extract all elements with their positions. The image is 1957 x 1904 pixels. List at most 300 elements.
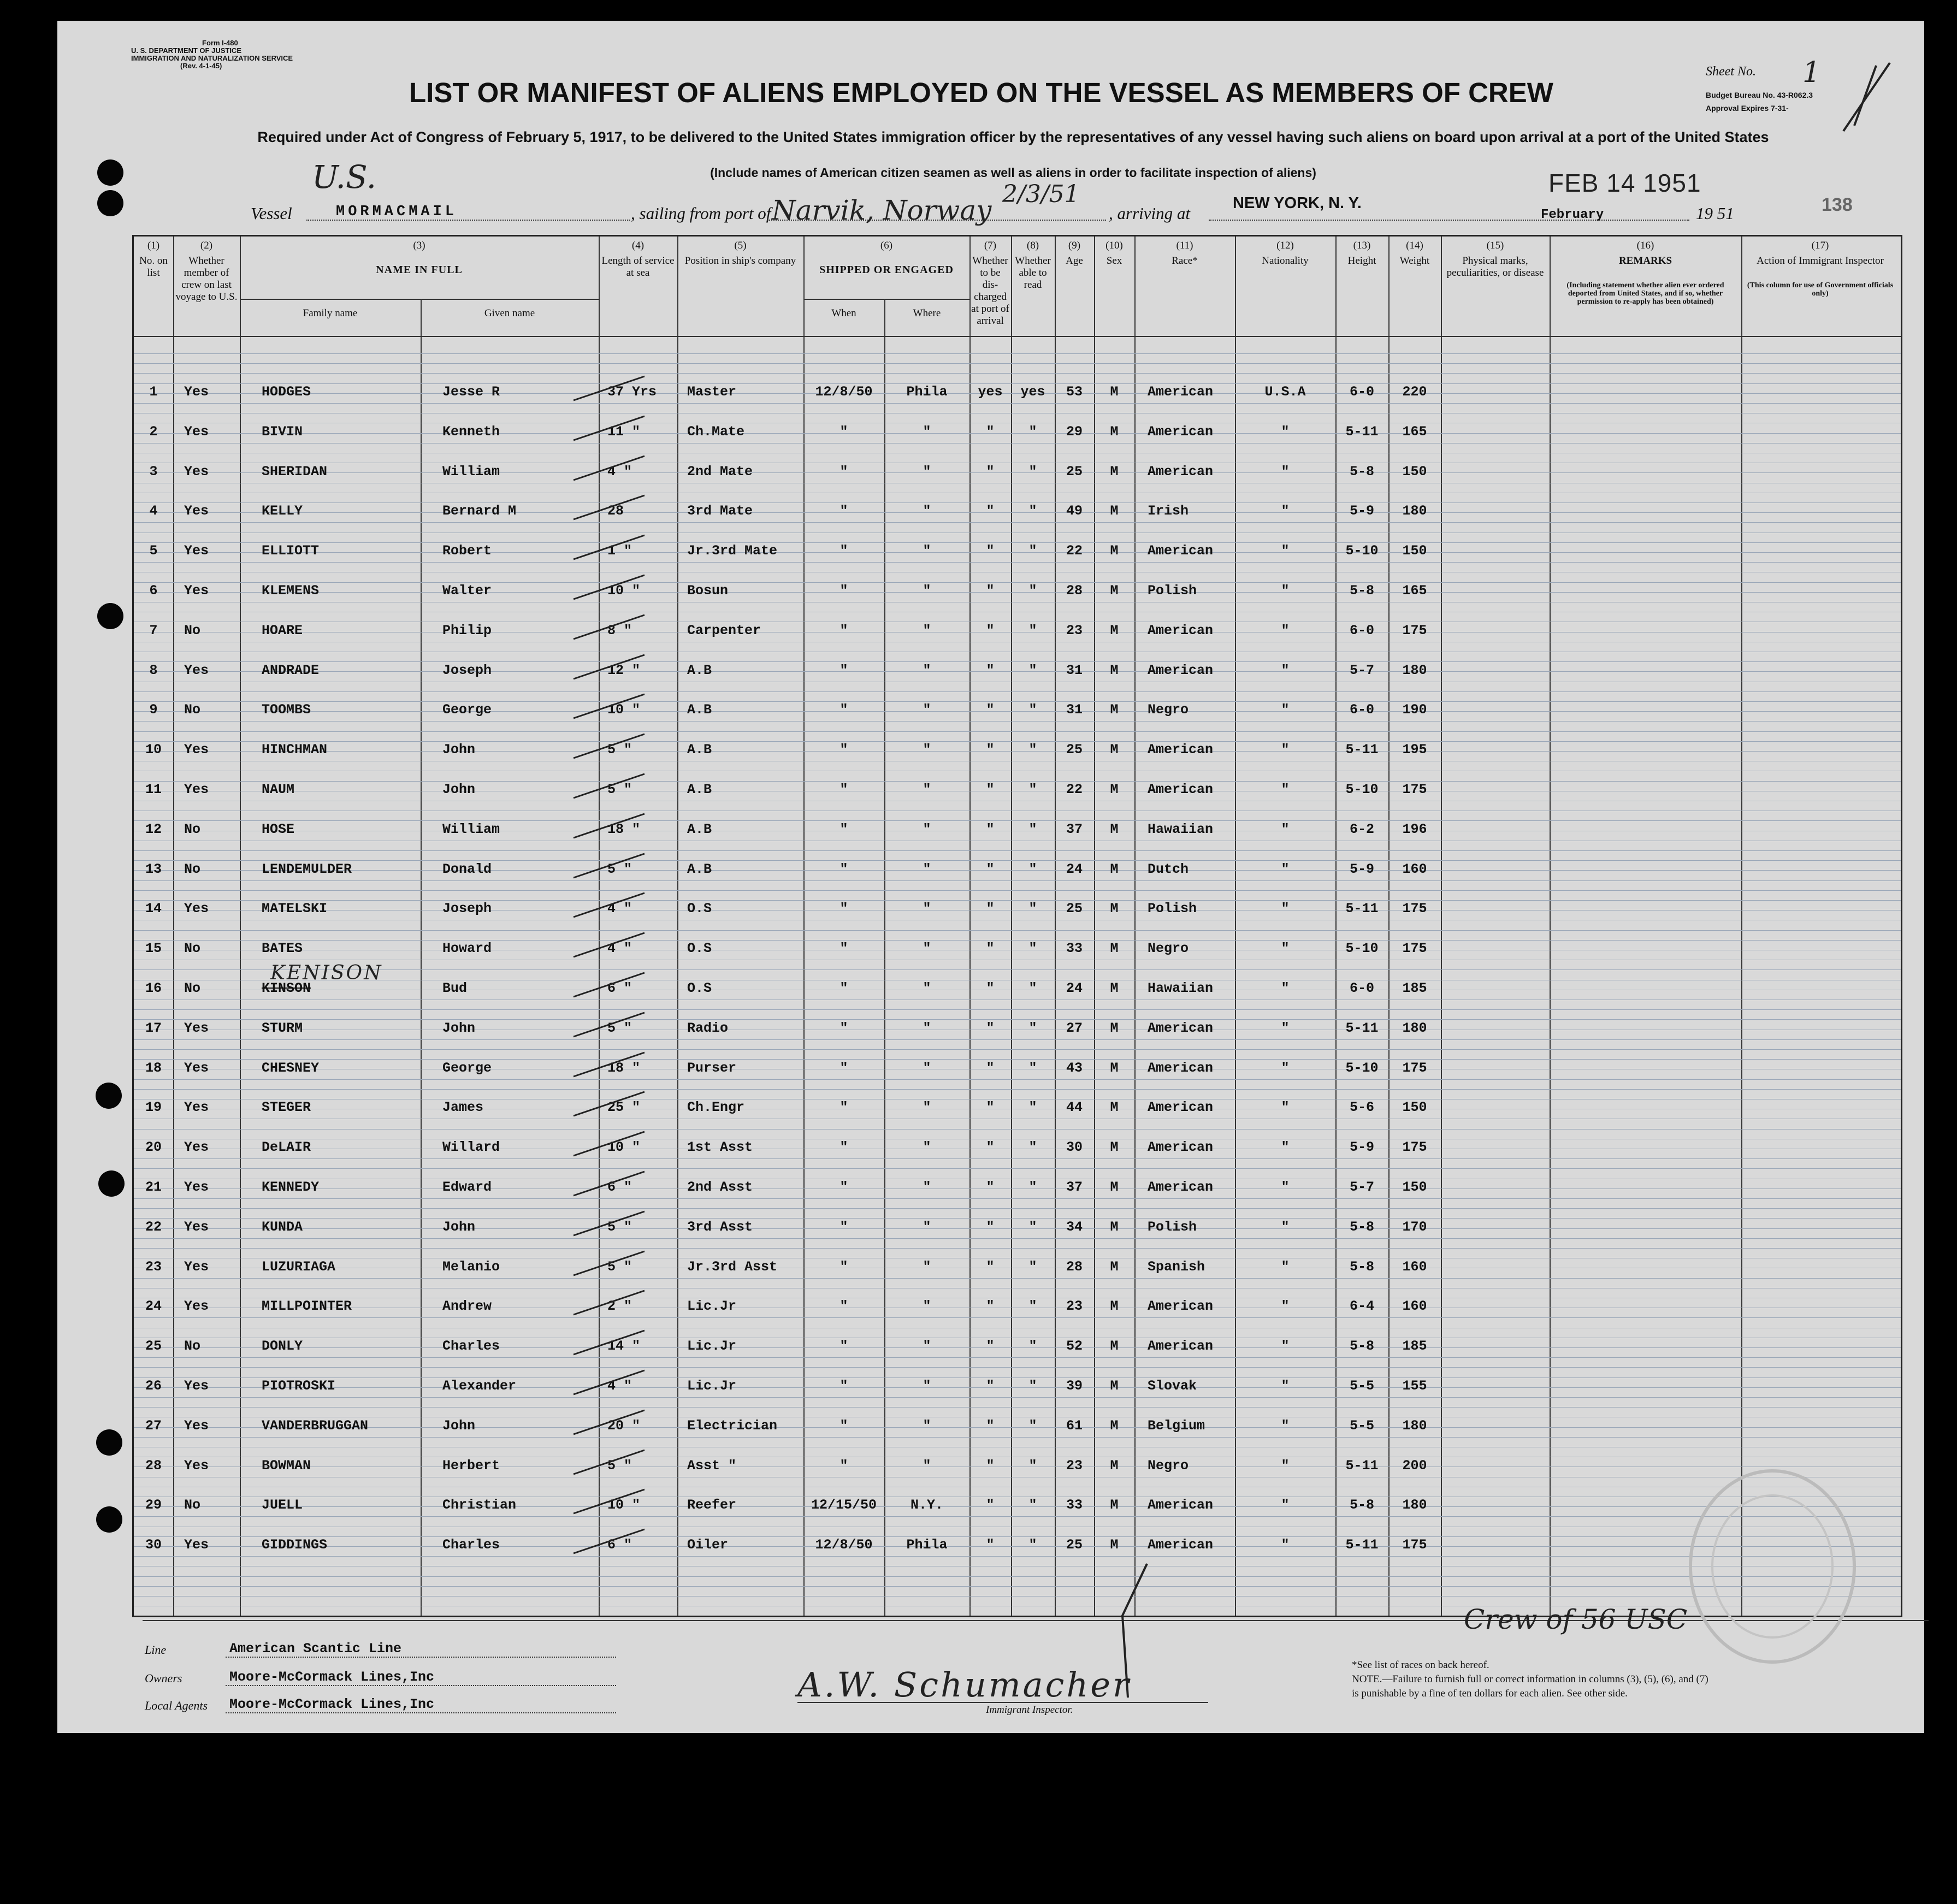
cell-where: " — [923, 821, 931, 837]
column-header: Physical marks, peculiarities, or disease — [1446, 255, 1544, 279]
cell-nationality: " — [1281, 782, 1290, 797]
column-number: (17) — [1811, 240, 1829, 251]
table-row — [134, 1179, 1901, 1201]
cell-family: HINCHMAN — [262, 742, 328, 758]
cell-when: " — [839, 1418, 848, 1434]
cell-when: " — [839, 583, 848, 599]
cell-service: 28 — [607, 503, 624, 519]
column-number: (13) — [1353, 240, 1371, 251]
tally-mark — [568, 1167, 650, 1200]
cell-height: 5-8 — [1349, 1338, 1374, 1354]
cell-height: 6-0 — [1349, 384, 1374, 400]
table-row — [134, 663, 1901, 684]
cell-read: " — [1028, 1060, 1037, 1076]
cell-family: HOARE — [262, 623, 303, 638]
arriving-port: NEW YORK, N. Y. — [1233, 194, 1362, 212]
cell-position: Ch.Engr — [687, 1099, 745, 1115]
cell-when: 12/8/50 — [815, 384, 873, 400]
cell-position: A.B — [687, 742, 712, 758]
cell-position: A.B — [687, 861, 712, 877]
cell-family: LUZURIAGA — [262, 1259, 336, 1275]
cell-where: Phila — [906, 1537, 948, 1553]
cell-age: 24 — [1066, 861, 1083, 877]
cell-no: 16 — [145, 980, 162, 996]
tally-mark — [568, 1247, 650, 1280]
cell-service: 4 " — [607, 1378, 632, 1394]
cell-service: 18 " — [607, 1060, 641, 1076]
line-value: American Scantic Line — [229, 1641, 402, 1657]
column-header: SHIPPED OR ENGAGED — [819, 264, 954, 276]
cell-service: 8 " — [607, 623, 632, 638]
cell-weight: 175 — [1402, 941, 1427, 956]
tally-mark — [568, 809, 650, 842]
cell-weight: 150 — [1402, 1099, 1427, 1115]
cell-given: Edward — [442, 1179, 492, 1195]
cell-when: " — [839, 702, 848, 718]
cell-height: 6-2 — [1349, 821, 1374, 837]
table-row — [134, 1378, 1901, 1400]
cell-height: 6-0 — [1349, 980, 1374, 996]
cell-age: 25 — [1066, 464, 1083, 480]
cell-no: 10 — [145, 742, 162, 758]
cell-family: SHERIDAN — [262, 464, 328, 480]
cell-sex: M — [1110, 1418, 1119, 1434]
table-row — [134, 941, 1901, 962]
column-number: (4) — [631, 240, 645, 251]
column-header: REMARKS — [1618, 255, 1672, 267]
cell-no: 11 — [145, 782, 162, 797]
cell-family: CHESNEY — [262, 1060, 320, 1076]
cell-when: " — [839, 503, 848, 519]
column-number: (8) — [1026, 240, 1039, 251]
cell-race: American — [1148, 663, 1214, 678]
cell-where: " — [923, 1458, 931, 1474]
punch-hole — [97, 190, 123, 216]
cell-age: 39 — [1066, 1378, 1083, 1394]
cell-no: 18 — [145, 1060, 162, 1076]
cell-weight: 190 — [1402, 702, 1427, 718]
tally-mark — [568, 889, 650, 921]
cell-last: Yes — [184, 424, 209, 440]
cell-height: 5-8 — [1349, 1497, 1374, 1513]
cell-nationality: " — [1281, 821, 1290, 837]
cell-when: " — [839, 1458, 848, 1474]
cell-position: Electrician — [687, 1418, 778, 1434]
cell-no: 2 — [149, 424, 158, 440]
vessel-name: MORMACMAIL — [336, 204, 458, 220]
cell-nationality: " — [1281, 1338, 1290, 1354]
cell-given: John — [442, 1219, 476, 1235]
tally-mark — [568, 452, 650, 484]
cell-given: Willard — [442, 1139, 500, 1155]
cell-position: Lic.Jr — [687, 1378, 737, 1394]
tally-mark — [568, 849, 650, 882]
cell-race: Slovak — [1148, 1378, 1197, 1394]
cell-service: 5 " — [607, 861, 632, 877]
cell-position: Asst " — [687, 1458, 737, 1474]
cell-family: HODGES — [262, 384, 311, 400]
cell-read: " — [1028, 821, 1037, 837]
cell-race: American — [1148, 1139, 1214, 1155]
cell-read: " — [1028, 941, 1037, 956]
cell-read: " — [1028, 1020, 1037, 1036]
cell-sex: M — [1110, 1139, 1119, 1155]
cell-family: DONLY — [262, 1338, 303, 1354]
cell-given: John — [442, 742, 476, 758]
cell-given: John — [442, 1020, 476, 1036]
column-header: Nationality — [1262, 255, 1309, 267]
tally-mark — [568, 1207, 650, 1240]
cell-when: " — [839, 980, 848, 996]
cell-race: American — [1148, 1338, 1214, 1354]
cell-height: 6-4 — [1349, 1298, 1374, 1314]
table-row — [134, 901, 1901, 923]
cell-race: American — [1148, 424, 1214, 440]
cell-last: Yes — [184, 583, 209, 599]
cell-where: N.Y. — [910, 1497, 943, 1513]
punch-hole — [96, 1083, 122, 1109]
column-number: (7) — [984, 240, 997, 251]
cell-when: 12/8/50 — [815, 1537, 873, 1553]
cell-where: " — [923, 543, 931, 559]
cell-given: Charles — [442, 1537, 500, 1553]
cell-where: " — [923, 782, 931, 797]
cell-read: " — [1028, 663, 1037, 678]
cell-no: 14 — [145, 901, 162, 916]
cell-service: 6 " — [607, 1179, 632, 1195]
cell-read: " — [1028, 1179, 1037, 1195]
cell-service: 4 " — [607, 464, 632, 480]
cell-race: Negro — [1148, 941, 1189, 956]
tally-mark — [568, 651, 650, 683]
column-note: (This column for use of Government officials only) — [1747, 281, 1894, 298]
cell-height: 5-7 — [1349, 1179, 1374, 1195]
arriving-label: , arriving at — [1109, 204, 1190, 223]
cell-service: 12 " — [607, 663, 641, 678]
cell-nationality: " — [1281, 1458, 1290, 1474]
cell-position: A.B — [687, 702, 712, 718]
cell-weight: 150 — [1402, 543, 1427, 559]
cell-last: No — [184, 1338, 201, 1354]
cell-nationality: " — [1281, 702, 1290, 718]
column-number: (5) — [734, 240, 747, 251]
cell-service: 5 " — [607, 782, 632, 797]
cell-last: Yes — [184, 1179, 209, 1195]
cell-position: Oiler — [687, 1537, 729, 1553]
cell-no: 12 — [145, 821, 162, 837]
cell-sex: M — [1110, 1537, 1119, 1553]
cell-age: 24 — [1066, 980, 1083, 996]
cell-family: LENDEMULDER — [262, 861, 352, 877]
cell-family: BATES — [262, 941, 303, 956]
tally-mark — [568, 491, 650, 524]
cell-read: " — [1028, 980, 1037, 996]
cell-age: 23 — [1066, 1298, 1083, 1314]
cell-age: 31 — [1066, 663, 1083, 678]
cell-no: 21 — [145, 1179, 162, 1195]
cell-last: Yes — [184, 782, 209, 797]
cell-read: " — [1028, 742, 1037, 758]
cell-given: Jesse R — [442, 384, 500, 400]
budget-bureau: Budget Bureau No. 43-R062.3 — [1706, 91, 1813, 99]
cell-where: " — [923, 1060, 931, 1076]
table-row — [134, 1497, 1901, 1519]
cell-last: No — [184, 821, 201, 837]
cell-read: " — [1028, 702, 1037, 718]
cell-given: John — [442, 1418, 476, 1434]
cell-where: " — [923, 424, 931, 440]
cell-discharged: yes — [978, 384, 1003, 400]
table-row — [134, 782, 1901, 803]
table-row — [134, 702, 1901, 724]
cell-last: Yes — [184, 543, 209, 559]
cell-last: Yes — [184, 1060, 209, 1076]
column-header: Height — [1347, 255, 1376, 267]
act-statement: Required under Act of Congress of February 5, 1917, to be delivered to the United States immigration officer by the representatives of any vessel having such aliens on board upon arrival at a port of the United States — [257, 129, 1769, 145]
cell-read: " — [1028, 1378, 1037, 1394]
cell-nationality: " — [1281, 1378, 1290, 1394]
cell-discharged: " — [986, 1259, 995, 1275]
cell-age: 43 — [1066, 1060, 1083, 1076]
cell-sex: M — [1110, 861, 1119, 877]
cell-no: 26 — [145, 1378, 162, 1394]
cell-age: 61 — [1066, 1418, 1083, 1434]
cell-read: " — [1028, 1298, 1037, 1314]
cell-no: 8 — [149, 663, 158, 678]
column-subheader: Where — [913, 308, 941, 319]
cell-where: " — [923, 1338, 931, 1354]
sailing-date: 2/3/51 — [1002, 180, 1080, 208]
punch-hole — [96, 1506, 122, 1533]
cell-discharged: " — [986, 1458, 995, 1474]
cell-no: 24 — [145, 1298, 162, 1314]
cell-discharged: " — [986, 1298, 995, 1314]
sailing-port: Narvik, Norway — [772, 194, 992, 226]
cell-position: Purser — [687, 1060, 737, 1076]
cell-height: 5-11 — [1345, 742, 1379, 758]
cell-sex: M — [1110, 702, 1119, 718]
cell-height: 5-10 — [1345, 543, 1379, 559]
cell-last: Yes — [184, 1259, 209, 1275]
cell-discharged: " — [986, 1497, 995, 1513]
column-number: (9) — [1068, 240, 1081, 251]
tally-mark — [568, 929, 650, 961]
cell-read: yes — [1020, 384, 1045, 400]
cell-read: " — [1028, 782, 1037, 797]
cell-position: 2nd Asst — [687, 1179, 753, 1195]
cell-sex: M — [1110, 941, 1119, 956]
agents-value: Moore-McCormack Lines,Inc — [229, 1696, 435, 1712]
cell-discharged: " — [986, 503, 995, 519]
cell-family: BOWMAN — [262, 1458, 311, 1474]
column-number: (12) — [1276, 240, 1294, 251]
cell-no: 30 — [145, 1537, 162, 1553]
cell-no: 20 — [145, 1139, 162, 1155]
cell-race: Polish — [1148, 1219, 1197, 1235]
cell-height: 5-11 — [1345, 1458, 1379, 1474]
cell-where: " — [923, 980, 931, 996]
page-title: LIST OR MANIFEST OF ALIENS EMPLOYED ON THE VESSEL AS MEMBERS OF CREW — [409, 77, 1553, 108]
cell-service: 10 " — [607, 583, 641, 599]
cell-where: " — [923, 702, 931, 718]
cell-where: " — [923, 1020, 931, 1036]
cell-family: KINSON — [262, 980, 311, 996]
column-header: Whether able to read — [1015, 255, 1051, 291]
cell-no: 19 — [145, 1099, 162, 1115]
cell-service: 6 " — [607, 1537, 632, 1553]
cell-age: 31 — [1066, 702, 1083, 718]
tally-mark — [568, 1525, 650, 1558]
table-row — [134, 424, 1901, 446]
sheet-no-value: 1 — [1802, 56, 1821, 89]
cell-weight: 155 — [1402, 1378, 1427, 1394]
cell-discharged: " — [986, 1020, 995, 1036]
table-row — [134, 1458, 1901, 1480]
cell-age: 52 — [1066, 1338, 1083, 1354]
cell-discharged: " — [986, 821, 995, 837]
cell-no: 17 — [145, 1020, 162, 1036]
cell-no: 29 — [145, 1497, 162, 1513]
cell-service: 10 " — [607, 702, 641, 718]
cell-read: " — [1028, 901, 1037, 916]
cell-service: 18 " — [607, 821, 641, 837]
cell-service: 5 " — [607, 1259, 632, 1275]
cell-read: " — [1028, 861, 1037, 877]
column-number: (10) — [1105, 240, 1123, 251]
cell-age: 22 — [1066, 782, 1083, 797]
cell-age: 37 — [1066, 821, 1083, 837]
cell-height: 5-5 — [1349, 1418, 1374, 1434]
tally-mark — [568, 372, 650, 405]
column-number: (6) — [880, 240, 893, 251]
cell-family: ANDRADE — [262, 663, 320, 678]
cell-sex: M — [1110, 1219, 1119, 1235]
cell-read: " — [1028, 1458, 1037, 1474]
cell-no: 5 — [149, 543, 158, 559]
cell-last: No — [184, 702, 201, 718]
cell-sex: M — [1110, 1338, 1119, 1354]
cell-sex: M — [1110, 1099, 1119, 1115]
table-row — [134, 1139, 1901, 1161]
cell-weight: 175 — [1402, 1060, 1427, 1076]
cell-where: " — [923, 1298, 931, 1314]
column-number: (1) — [147, 240, 160, 251]
cell-when: " — [839, 1298, 848, 1314]
cell-nationality: " — [1281, 1020, 1290, 1036]
cell-last: No — [184, 980, 201, 996]
cell-weight: 196 — [1402, 821, 1427, 837]
cell-discharged: " — [986, 1219, 995, 1235]
cell-service: 4 " — [607, 941, 632, 956]
cell-weight: 160 — [1402, 861, 1427, 877]
punch-hole — [97, 159, 123, 186]
cell-height: 5-8 — [1349, 583, 1374, 599]
cell-when: " — [839, 1020, 848, 1036]
cell-read: " — [1028, 1537, 1037, 1553]
cell-age: 33 — [1066, 941, 1083, 956]
cell-discharged: " — [986, 1338, 995, 1354]
column-header: Race* — [1172, 255, 1198, 267]
cell-given: Melanio — [442, 1259, 500, 1275]
cell-height: 5-9 — [1349, 503, 1374, 519]
cell-height: 6-0 — [1349, 702, 1374, 718]
cell-race: Spanish — [1148, 1259, 1205, 1275]
cell-family: KLEMENS — [262, 583, 320, 599]
cell-last: Yes — [184, 742, 209, 758]
cell-read: " — [1028, 623, 1037, 638]
cell-last: Yes — [184, 1298, 209, 1314]
arrival-year: 19 51 — [1696, 204, 1734, 223]
cell-when: " — [839, 1179, 848, 1195]
tally-mark — [568, 690, 650, 723]
cell-last: Yes — [184, 464, 209, 480]
tally-mark — [568, 571, 650, 604]
cell-service: 5 " — [607, 1020, 632, 1036]
cell-given: Joseph — [442, 901, 492, 916]
cell-discharged: " — [986, 1060, 995, 1076]
cell-nationality: " — [1281, 901, 1290, 916]
cell-nationality: " — [1281, 1219, 1290, 1235]
column-header: Age — [1066, 255, 1083, 267]
table-row — [134, 583, 1901, 605]
cell-height: 5-5 — [1349, 1378, 1374, 1394]
cell-race: Negro — [1148, 702, 1189, 718]
cell-weight: 195 — [1402, 742, 1427, 758]
cell-sex: M — [1110, 503, 1119, 519]
inspector-label: Immigrant Inspector. — [986, 1704, 1073, 1716]
cell-service: 14 " — [607, 1338, 641, 1354]
table-row — [134, 464, 1901, 486]
cell-when: " — [839, 1139, 848, 1155]
cell-nationality: " — [1281, 583, 1290, 599]
cell-when: " — [839, 1259, 848, 1275]
cell-last: Yes — [184, 1418, 209, 1434]
cell-position: A.B — [687, 821, 712, 837]
cell-family: BIVIN — [262, 424, 303, 440]
cell-where: " — [923, 1418, 931, 1434]
cell-discharged: " — [986, 702, 995, 718]
table-row — [134, 623, 1901, 644]
cell-race: American — [1148, 623, 1214, 638]
cell-no: 25 — [145, 1338, 162, 1354]
cell-when: " — [839, 1060, 848, 1076]
cell-given: George — [442, 1060, 492, 1076]
cell-weight: 180 — [1402, 663, 1427, 678]
arrival-month: February — [1541, 208, 1604, 222]
cell-weight: 165 — [1402, 424, 1427, 440]
table-row — [134, 1219, 1901, 1241]
cell-race: Hawaiian — [1148, 980, 1214, 996]
cell-no: 4 — [149, 503, 158, 519]
cell-read: " — [1028, 1259, 1037, 1275]
cell-sex: M — [1110, 980, 1119, 996]
signature-stroke — [1040, 1561, 1150, 1703]
cell-race: American — [1148, 543, 1214, 559]
cell-height: 5-11 — [1345, 1537, 1379, 1553]
cell-given: Walter — [442, 583, 492, 599]
cell-height: 5-11 — [1345, 424, 1379, 440]
cell-read: " — [1028, 1219, 1037, 1235]
cell-height: 5-10 — [1345, 941, 1379, 956]
line-label: Line — [145, 1643, 167, 1657]
table-row — [134, 1099, 1901, 1121]
cell-given: Robert — [442, 543, 492, 559]
cell-sex: M — [1110, 1497, 1119, 1513]
cell-read: " — [1028, 583, 1037, 599]
cell-sex: M — [1110, 782, 1119, 797]
cell-weight: 180 — [1402, 1497, 1427, 1513]
official-stamp — [1680, 1463, 1860, 1670]
